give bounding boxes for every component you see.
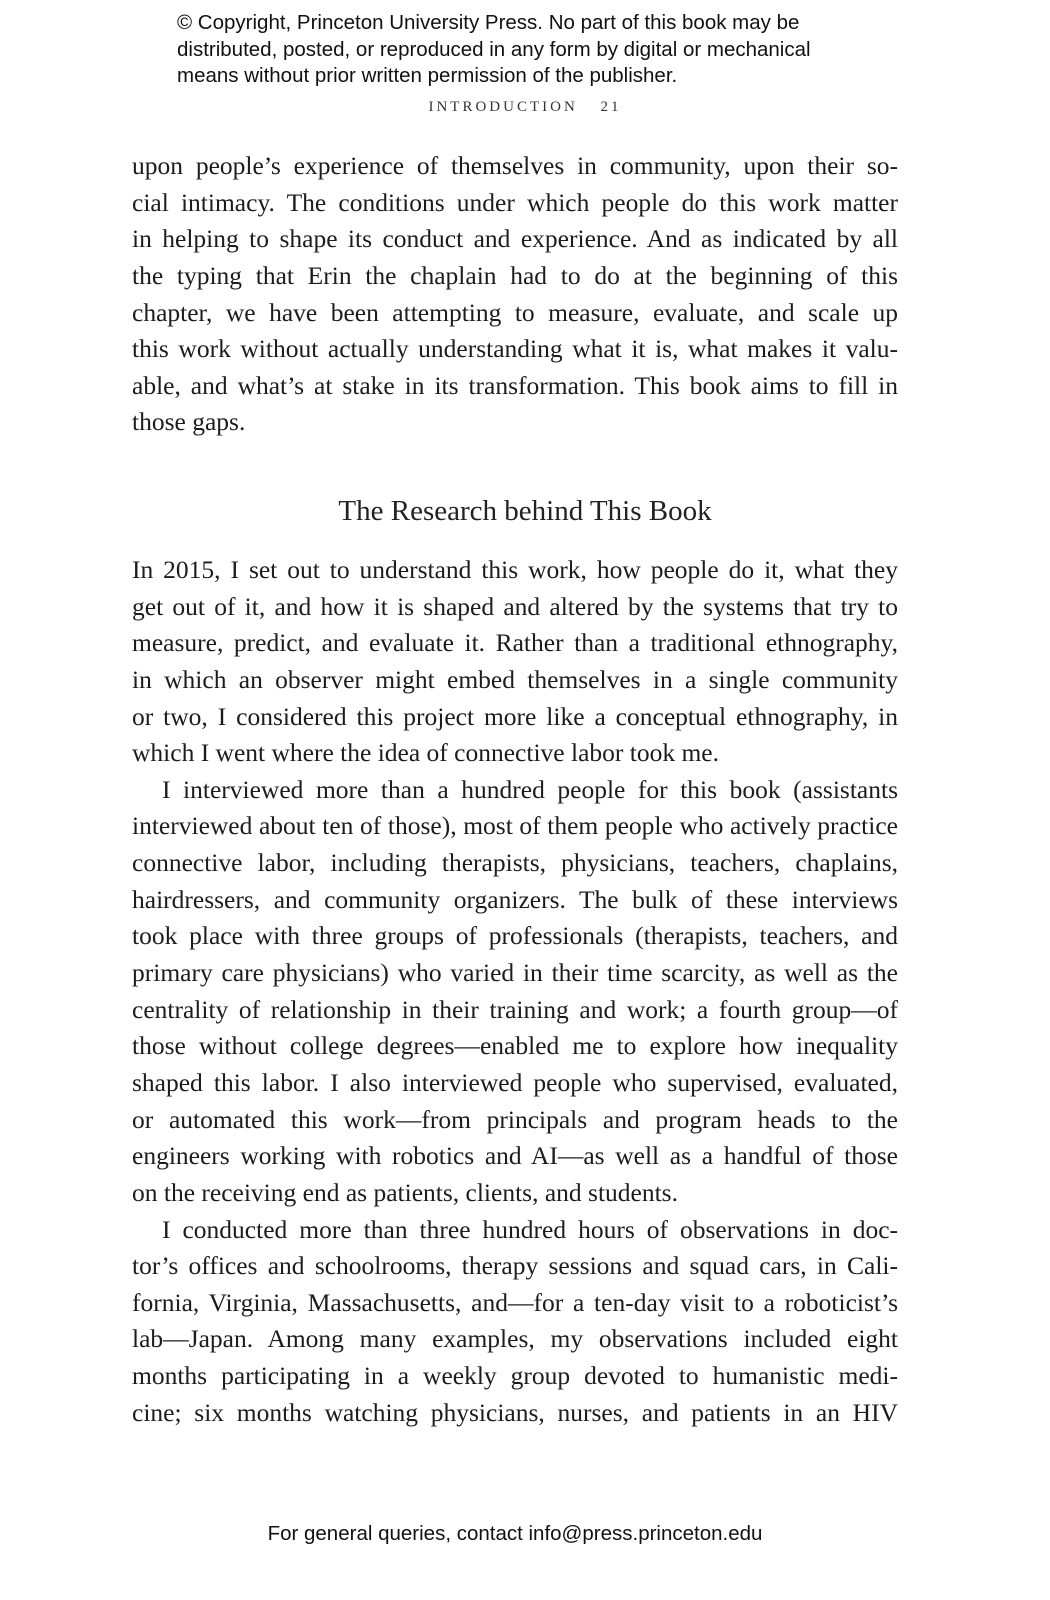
text-line: in which an observer might embed themselves in a single community (132, 664, 898, 694)
text-line: shaped this labor. I also interviewed people who supervised, evaluated, (132, 1067, 898, 1097)
paragraph (132, 772, 898, 1212)
text-line: on the receiving end as patients, clients, and students. (132, 1177, 678, 1207)
text-line: upon people’s experience of themselves in community, upon their so- (132, 151, 898, 180)
text-line: primary care physicians) who varied in their time scarcity, as well as the (132, 958, 898, 988)
text-line: cial intimacy. The conditions under which people do this work matter (132, 187, 898, 217)
text-line: I interviewed more than a hundred people for this book (assistants (162, 774, 898, 804)
copyright-line: © Copyright, Princeton University Press. No part of this book may be (177, 11, 800, 34)
text-line: months participating in a weekly group devoted to humanistic medi- (132, 1361, 898, 1391)
text-line: or automated this work—from principals and program heads to the (132, 1104, 898, 1134)
section-heading: The Research behind This Book (338, 495, 712, 527)
text-line: engineers working with robotics and AI—as well as a handful of those (132, 1141, 898, 1171)
text-line: this work without actually understanding what it is, what makes it valu- (132, 334, 898, 364)
copyright-line: means without prior written permission of the publisher. (177, 64, 678, 87)
text-line: interviewed about ten of those), most of them people who actively practice (132, 811, 898, 841)
text-line: connective labor, including therapists, physicians, teachers, chaplains, (132, 848, 898, 878)
text-line: in helping to shape its conduct and experience. And as indicated by all (132, 224, 898, 254)
text-line: get out of it, and how it is shaped and altered by the systems that try to (132, 591, 898, 621)
text-line: those without college degrees—enabled me to explore how inequality (132, 1031, 898, 1061)
paragraph (132, 1212, 898, 1432)
text-line: cine; six months watching physicians, nurses, and patients in an HIV (132, 1397, 898, 1427)
text-line: fornia, Virginia, Massachusetts, and—for a ten-day visit to a roboticist’s (132, 1287, 898, 1317)
running-head-section: INTRODUCTION (428, 99, 578, 115)
paragraph (132, 552, 898, 772)
body-text-bottom (132, 552, 898, 1431)
text-line: centrality of relationship in their training and work; a fourth group—of (132, 994, 898, 1024)
text-line: hairdressers, and community organizers. The bulk of these interviews (132, 884, 898, 914)
text-line: the typing that Erin the chaplain had to do at the beginning of this (132, 260, 898, 290)
copyright-notice (177, 10, 811, 90)
text-line: took place with three groups of professionals (therapists, teachers, and (132, 921, 898, 951)
text-line: tor’s offices and schoolrooms, therapy sessions and squad cars, in Cali- (132, 1251, 898, 1281)
text-line: I conducted more than three hundred hours of observations in doc- (162, 1214, 898, 1244)
copyright-line: distributed, posted, or reproduced in any form by digital or mechanical (177, 37, 811, 61)
text-line: In 2015, I set out to understand this work, how people do it, what they (132, 555, 898, 584)
page-number: 21 (600, 99, 622, 115)
text-line: those gaps. (132, 407, 246, 437)
text-line: able, and what’s at stake in its transformation. This book aims to fill in (132, 370, 898, 400)
text-line: chapter, we have been attempting to measure, evaluate, and scale up (132, 297, 898, 327)
text-line: measure, predict, and evaluate it. Rather than a traditional ethnography, (132, 628, 898, 658)
footer-contact: For general queries, contact info@press.princeton.edu (267, 1522, 763, 1545)
body-text-top (132, 148, 898, 441)
running-head (0, 99, 1050, 116)
text-line: lab—Japan. Among many examples, my observations included eight (132, 1324, 898, 1354)
text-line: which I went where the idea of connective labor took me. (132, 738, 719, 768)
text-line: or two, I considered this project more like a conceptual ethnography, in (132, 701, 898, 731)
paragraph (132, 148, 898, 441)
